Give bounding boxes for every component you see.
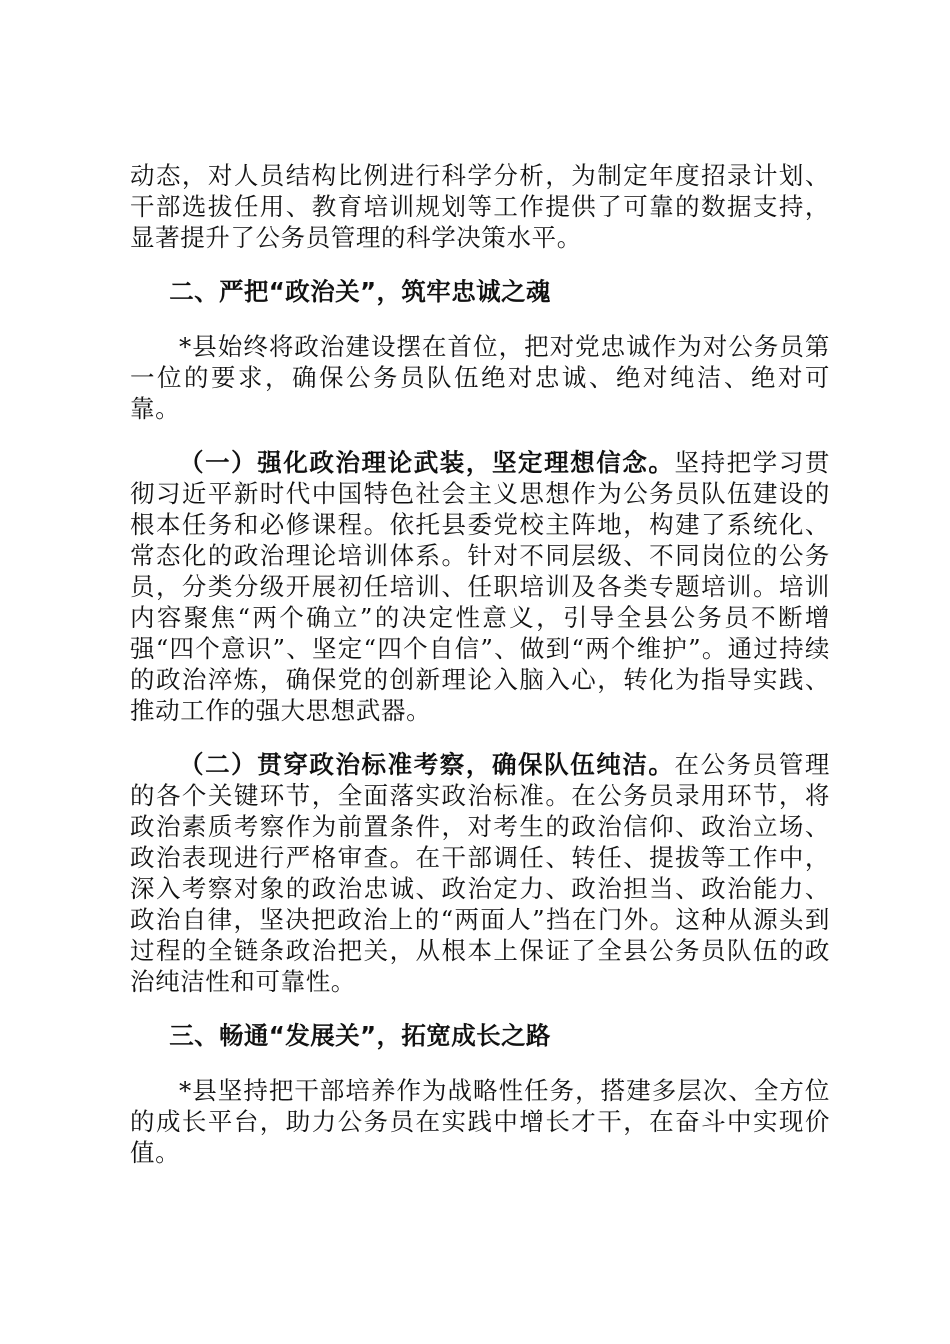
subsection-2-1-body: 坚持把学习贯彻习近平新时代中国特色社会主义思想作为公务员队伍建设的根本任务和必修课程。依托县委党校主阵地，构建了系统化、常态化的政治理论培训体系。针对不同层级、不同岗位的公务员，分类分级开展初任培训、任职培训及各类专题培训。培训内容聚焦“两个确立”的决定性意义，引导全县公务员不断增强“四个意识”、坚定“四个自信”、做到“两个维护”。通过持续的政治淬炼，确保党的创新理论入脑入心，转化为指导实践、推动工作的强大思想武器。 <box>130 448 830 725</box>
paragraph-continuation: 动态，对人员结构比例进行科学分析，为制定年度招录计划、干部选拔任用、教育培训规划等工作提供了可靠的数据支持，显著提升了公务员管理的科学决策水平。 <box>130 161 830 252</box>
subsection-2-2-body: 在公务员管理的各个关键环节，全面落实政治标准。在公务员录用环节，将政治素质考察作为前置条件，对考生的政治信仰、政治立场、政治表现进行严格审查。在干部调任、转任、提拔等工作中，深入考察对象的政治忠诚、政治定力、政治担当、政治能力、政治自律，坚决把政治上的“两面人”挡在门外。这种从源头到过程的全链条政治把关，从根本上保证了全县公务员队伍的政治纯洁性和可靠性。 <box>130 750 830 996</box>
subsection-2-2-title: （二）贯穿政治标准考察，确保队伍纯洁。 <box>179 750 675 779</box>
subsection-2-1 <box>130 447 830 726</box>
subsection-2-2 <box>130 749 830 997</box>
section-heading-3: 三、畅通“发展关”，拓宽成长之路 <box>169 1021 551 1050</box>
section-heading-2: 二、严把“政治关”，筑牢忠诚之魂 <box>169 277 551 306</box>
section-3-intro: *县坚持把干部培养作为战略性任务，搭建多层次、全方位的成长平台，助力公务员在实践中增长才干，在奋斗中实现价值。 <box>130 1076 830 1167</box>
document-page <box>130 160 830 1191</box>
section-2-intro: *县始终将政治建设摆在首位，把对党忠诚作为对公务员第一位的要求，确保公务员队伍绝对忠诚、绝对纯洁、绝对可靠。 <box>130 332 830 423</box>
subsection-2-1-title: （一）强化政治理论武装，坚定理想信念。 <box>179 448 675 477</box>
